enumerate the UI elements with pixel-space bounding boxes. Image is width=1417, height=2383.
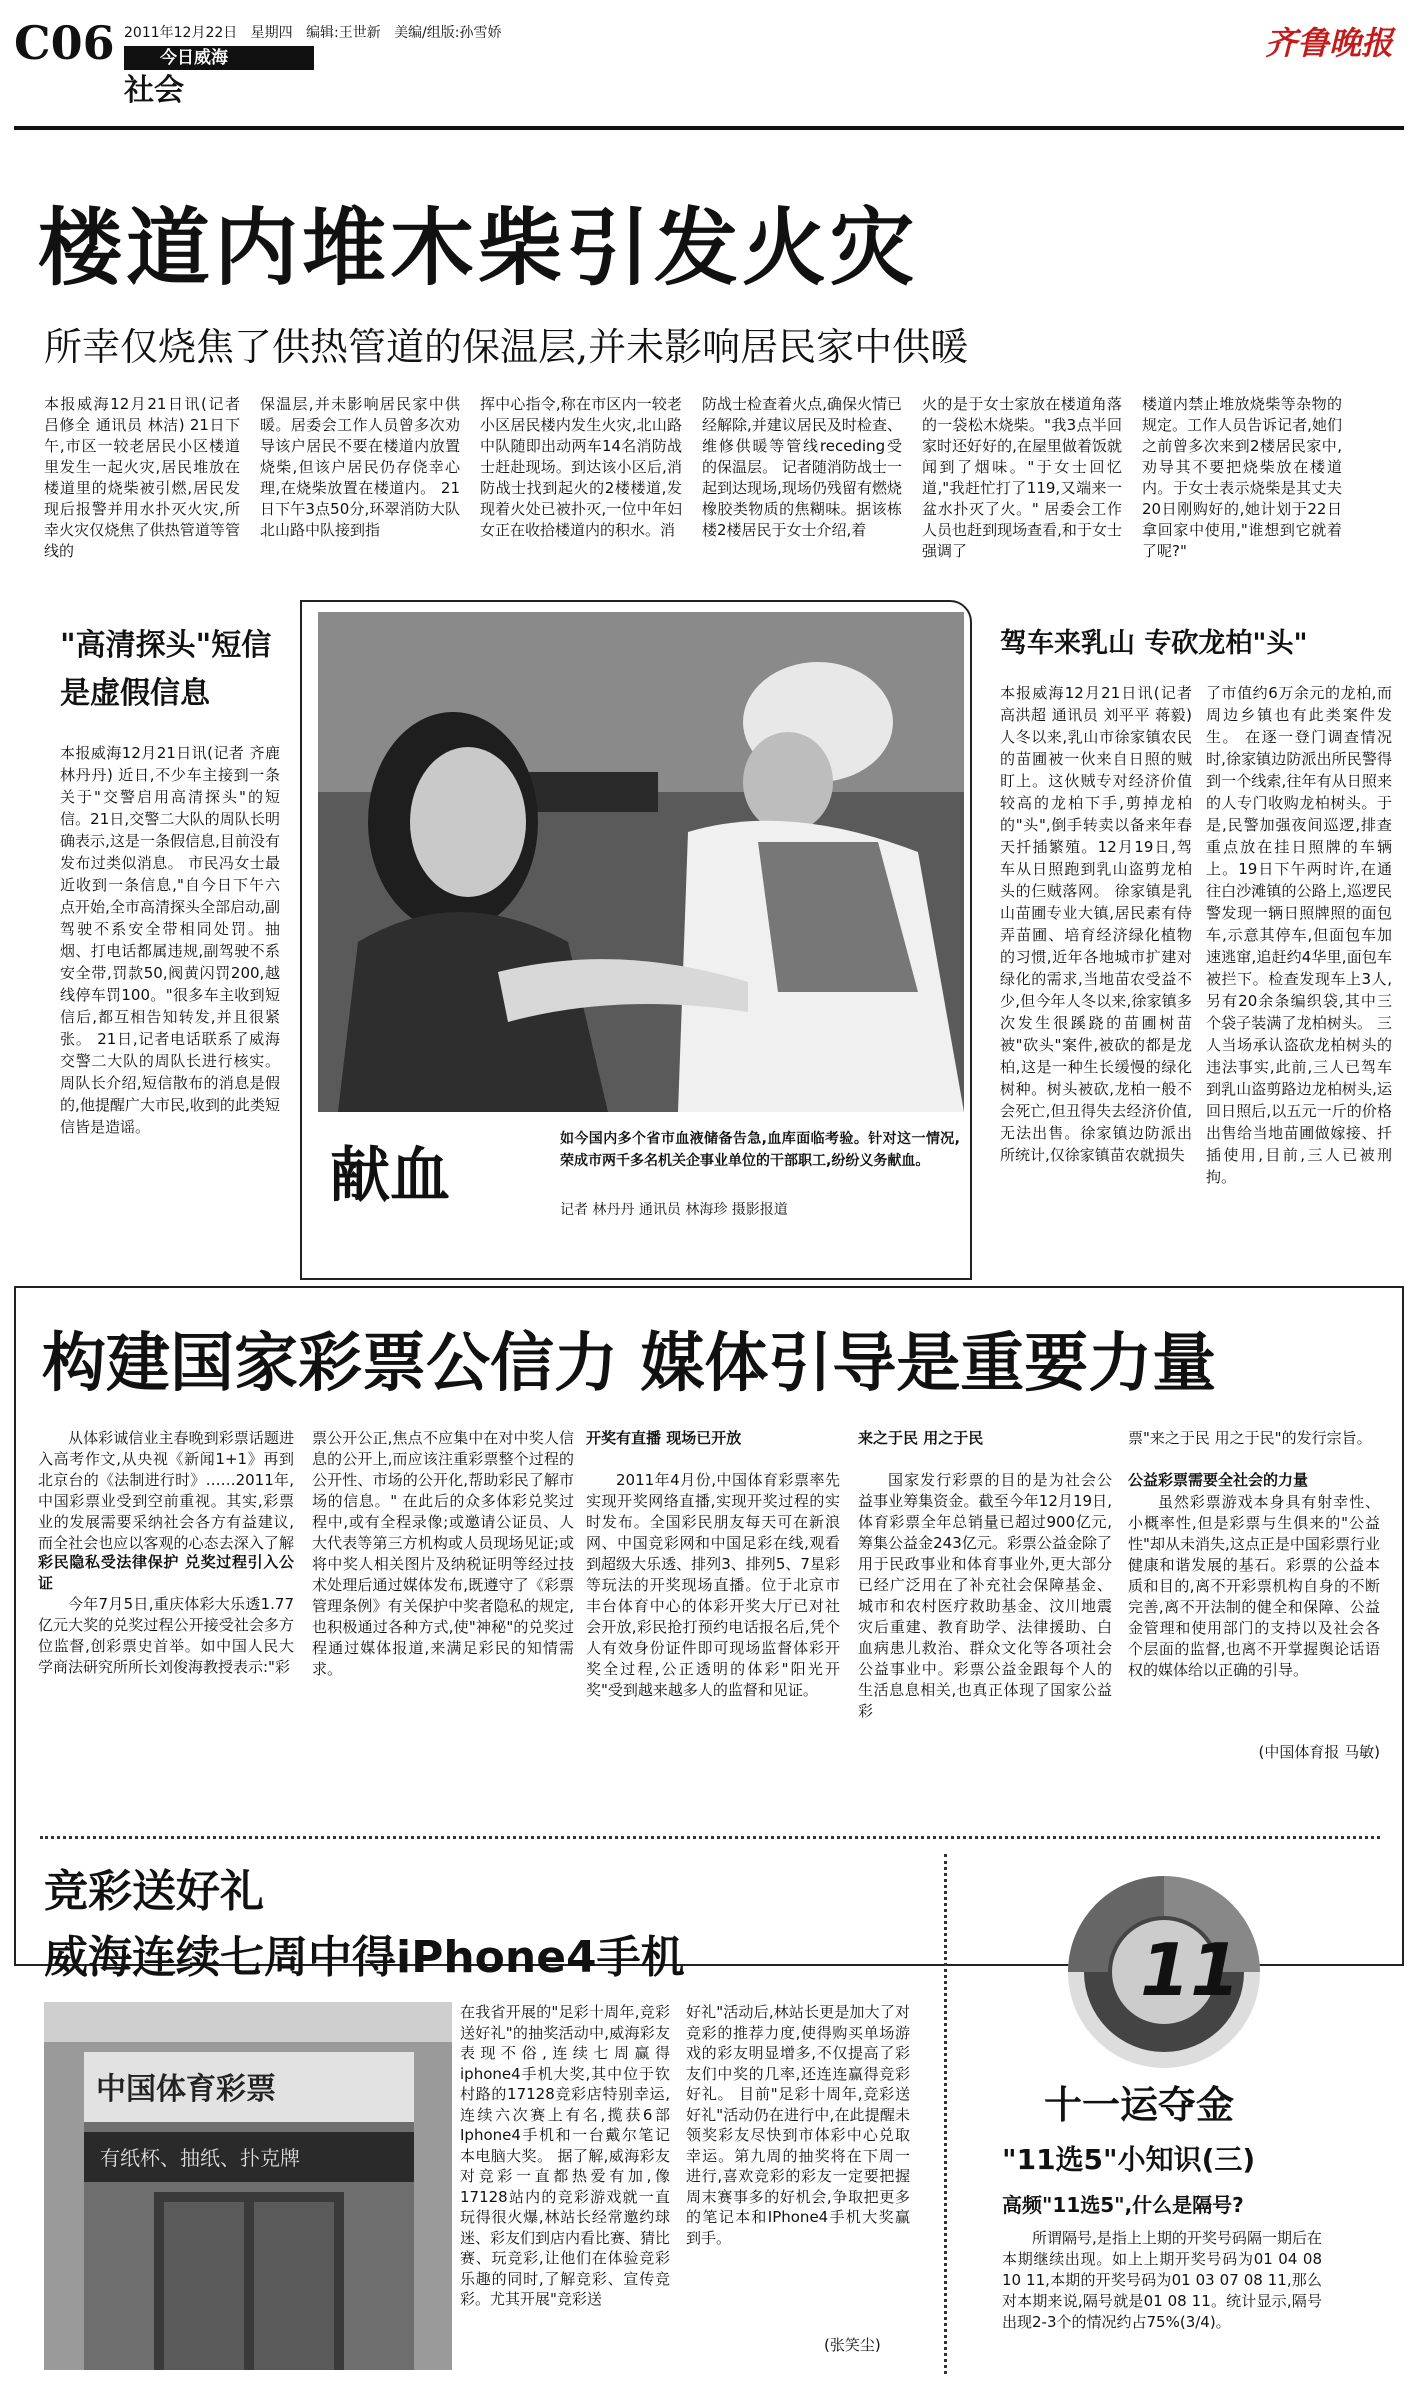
tree-col-1: 本报威海12月21日讯(记者 高洪超 通讯员 刘平平 蒋毅) 人冬以来,乳山市徐家镇农民的苗圃被一伙来自日照的贼盯上。这伙贼专对经济价值较高的龙柏下手,剪掉龙柏的"头",倒手转卖以备来年春天扦插繁殖。12月19日,驾车从日照跑到乳山盗剪龙柏头的仨贼落网。 徐家镇是乳山苗圃专业大镇,居民素有侍弄苗圃、培育经济绿化植物的习惯,近年各地城市扩建对绿化的需求,当地苗农受益不少,但今年人冬以来,徐家镇多次发生很蹊跷的苗圃树苗被"砍头"案件,被砍的都是龙柏,这是一种生长缓慢的绿化树种。树头被砍,龙柏一般不会死亡,但丑得失去经济价值,无法出售。徐家镇边防派出所统计,仅徐家镇苗农就损失 (1000, 684, 1192, 1164)
lottery-subhead-3: 来之于民 用之于民 (858, 1429, 984, 1447)
date: 2011年12月22日 (124, 25, 238, 41)
lottery-subhead-4: 公益彩票需要全社会的力量 (1128, 1471, 1309, 1489)
section-name: 社会 (124, 73, 184, 108)
lottery-col-3 (586, 1428, 840, 1848)
lottery-intro: 从体彩诚信业主春晚到彩票话题进入高考作文,从央视《新闻1+1》再到北京台的《法制进行时》……2011年,中国彩票业受到空前重视。其实,彩票业的发展需要采纳社会各方有益建议,而全社会也应以客观的心态去深入了解 (38, 1429, 294, 1552)
sidebar-divider (944, 1854, 947, 2374)
lottery-col-5 (1128, 1428, 1380, 1848)
blood-donation-photo (318, 612, 964, 1112)
gift-credit: (张笑尘) (824, 2336, 881, 2354)
lottery-col-4 (858, 1428, 1112, 1848)
pick-title: "11选5"小知识(三) (1002, 2143, 1256, 2176)
date-line (124, 22, 502, 42)
shop-banner-text: 有纸杯、抽纸、扑克牌 (100, 2146, 300, 2170)
shop-sign-text: 中国体育彩票 (96, 2072, 276, 2107)
weekday: 星期四 (250, 25, 293, 41)
lottery-subhead-2: 开奖有直播 现场已开放 (586, 1429, 742, 1447)
header-rule (14, 126, 1404, 130)
blood-credit: 记者 林丹丹 通讯员 林海珍 摄影报道 (560, 1202, 788, 1218)
tree-title: 驾车来乳山 专砍龙柏"头" (1000, 628, 1308, 659)
lottery-subhead-1: 彩民隐私受法律保护 兑奖过程引入公证 (38, 1553, 294, 1592)
fire-col-2: 保温层,并未影响居民家中供暖。居委会工作人员曾多次劝导该户居民不要在楼道内放置烧柴,但该户居民仍存侥幸心理,在烧柴放置在楼道内。 21日下午3点50分,环翠消防大队北山路中队接到指 (260, 395, 460, 539)
fire-headline: 楼道内堆木柴引发火灾 (38, 199, 919, 297)
fire-col-6: 楼道内禁止堆放烧柴等杂物的规定。工作人员告诉记者,她们之前曾多次来到2楼居民家中,劝导其不要把烧柴放在楼道内。于女士表示烧柴是其丈夫20日刚购好的,她计划于22日拿回家中使用,"谁想到它就着了呢?" (1142, 395, 1342, 560)
editor: 编辑:王世新 (305, 25, 381, 41)
lottery-headline: 构建国家彩票公信力 媒体引导是重要力量 (42, 1327, 1217, 1401)
masthead-logo: 齐鲁晚报 (1265, 24, 1394, 62)
designer: 美编/组版:孙雪娇 (394, 25, 502, 41)
eleven-logo-text: 十一运夺金 (1044, 2083, 1235, 2127)
pick-question: 高频"11选5",什么是隔号? (1002, 2193, 1244, 2217)
lottery-credit: (中国体育报 马敏) (1258, 1743, 1380, 1761)
fire-subtitle: 所幸仅烧焦了供热管道的保温层,并未影响居民家中供暖 (44, 325, 969, 369)
lottery-col-2: 票公开公正,焦点不应集中在对中奖人信息的公开上,而应该注重彩票整个过程的公开性、市场的公开化,帮助彩民了解市场的信息。" 在此后的众多体彩兑奖过程中,或有全程录像;或邀请公证员、人大代表等第三方机构或人员现场见证;或将中奖人相关图片及纳税证明等经过技术处理后通过媒体发布,既遵守了《彩票管理条例》有关保护中奖者隐私的规定,也积极通过各种方式,使"神秘"的兑奖过程通过媒体报道,来满足彩民的知情需求。 (312, 1429, 574, 1678)
gift-title-1: 竞彩送好礼 (44, 1866, 264, 1917)
lottery-col-1-body: 今年7月5日,重庆体彩大乐透1.77亿元大奖的兑奖过程公开接受社会多方位监督,创彩票史首举。如中国人民大学商法研究所所长刘俊海教授表示:"彩 (38, 1595, 294, 1676)
blood-label: 献血 (330, 1141, 450, 1211)
fire-col-4: 防战士检查着火点,确保火情已经解除,并建议居民及时检查、维修供暖等管线receding受的保温层。 记者随消防战士一起到达现场,现场仍残留有燃烧橡胶类物质的焦糊味。据该栋楼2楼居民于女士介绍,着 (702, 395, 902, 539)
pick-body: 所谓隔号,是指上上期的开奖号码隔一期后在本期继续出现。如上上期开奖号码为01 04 08 10 11,本期的开奖号码为01 03 07 08 11,那么对本期来说,隔号就是01 08 11。统计显示,隔号出现2-3个的情况约占75%(3/4)。 (1002, 2229, 1322, 2331)
gift-col-1: 在我省开展的"足彩十周年,竞彩送好礼"的抽奖活动中,威海彩友表现不俗,连续七周赢得iphone4手机大奖,其中位于钦村路的17128竞彩店特别幸运,连续六次赛上有名,揽获6部Iphone4手机和一台戴尔笔记本电脑大奖。 据了解,威海彩友对竞彩一直都热爱有加,像17128站内的竞彩游戏就一直玩得很火爆,林站长经常邀约球迷、彩友们到店内看比赛、猜比赛、玩竞彩,让他们在体验竞彩乐趣的同时,了解竞彩、宣传竞彩。尤其开展"竞彩送 (460, 2003, 670, 2308)
gift-col-2: 好礼"活动后,林站长更是加大了对竞彩的推荐力度,使得购买单场游戏的彩友明显增多,不仅提高了彩友们中奖的几率,还连连赢得竞彩好礼。 目前"足彩十周年,竞彩送好礼"活动仍在进行中,在此提醒未领奖彩友尽快到市体彩中心兑取幸运。第九周的抽奖将在下周一进行,喜欢竞彩的彩友一定要把握周末赛事多的好机会,争取把更多的笔记本和IPhone4手机大奖赢到手。 (686, 2003, 910, 2247)
fire-col-5: 火的是于女士家放在楼道角落的一袋松木烧柴。"我3点半回家时还好好的,在屋里做着饭就闻到了烟味。"于女士回忆道,"我赶忙打了119,又端来一盆水扑灭了火。" 居委会工作人员也赶到现场查看,和于女士强调了 (922, 395, 1122, 560)
eleven-logo-number: 11 (1140, 1928, 1241, 2012)
sms-title-1: "高清探头"短信 (60, 628, 272, 663)
lottery-col-4-body: 国家发行彩票的目的是为社会公益事业筹集资金。截至今年12月19日,体育彩票全年总销量已超过900亿元,筹集公益金243亿元。彩票公益金除了用于民政事业和体育事业外,更大部分已经广泛用在了补充社会保障基金、城市和农村医疗救助基金、汶川地震灾后重建、教育助学、法律援助、白血病患儿救治、群众文化等各项社会公益事业中。彩票公益金跟每个人的生活息息相关,也真正体现了国家公益彩 (858, 1471, 1112, 1720)
fire-col-3: 挥中心指令,称在市区内一较老小区居民楼内发生火灾,北山路中队随即出动两车14名消防战士赶赴现场。到达该小区后,消防战士找到起火的2楼楼道,发现着火处已被扑灭,一位中年妇女正在收拾楼道内的积水。消 (480, 395, 682, 539)
page-number: C06 (14, 16, 115, 70)
lottery-col-5-lead: 票"来之于民 用之于民"的发行宗旨。 (1128, 1429, 1372, 1447)
tree-col-2: 了市值约6万余元的龙柏,而周边乡镇也有此类案件发生。 在逐一登门调查情况时,徐家镇边防派出所民警得到一个线索,往年有从日照来的人专门收购龙柏树头。于是,民警加强夜间巡逻,排查重点放在挂日照牌的车辆上。19日下午两时许,在通往白沙滩镇的公路上,巡逻民警发现一辆日照牌照的面包车,示意其停车,但面包车加速逃窜,追赶约4华里,面包车被拦下。检查发现车上3人,另有20余条编织袋,其中三个袋子装满了龙柏树头。 三人当场承认盗砍龙柏树头的违法事实,此前,三人已驾车到乳山盗剪路边龙柏树头,运回日照后,以五元一斤的价格出售给当地苗圃做嫁接、扦插使用,目前,三人已被刑拘。 (1206, 684, 1392, 1186)
lottery-col-1 (38, 1428, 294, 1848)
section-divider (40, 1836, 1380, 1839)
section-tag: 今日威海 (124, 46, 314, 70)
eleven-logo (1044, 1872, 1284, 2072)
gift-title-2: 威海连续七周中得iPhone4手机 (44, 1932, 685, 1983)
lottery-col-3-body: 2011年4月份,中国体育彩票率先实现开奖网络直播,实现开奖过程的实时发布。全国彩民朋友每天可在新浪网、中国竞彩网和中国足彩在线,观看到超级大乐透、排列3、排列5、7星彩等玩法的开奖现场直播。位于北京市丰台体育中心的体彩开奖大厅已对社会开放,彩民抢打预约电话报名后,凭个人有效身份证件即可现场监督体彩开奖全过程,公正透明的体彩"阳光开奖"受到越来越多人的监督和见证。 (586, 1471, 840, 1699)
fire-col-1: 本报威海12月21日讯(记者 吕修全 通讯员 林洁) 21日下午,市区一较老居民小区楼道里发生一起火灾,居民堆放在楼道里的烧柴被引燃,居民发现后报警并用水扑灭火灾,所幸火灾仅烧焦了供热管道等管线的 (44, 395, 240, 560)
lottery-shop-photo (44, 2002, 452, 2370)
sms-body: 本报威海12月21日讯(记者 齐鹿 林丹丹) 近日,不少车主接到一条关于"交警启用高清探头"的短信。21日,交警二大队的周队长明确表示,这是一条假信息,目前没有发布过类似消息。 市民冯女士最近收到一条信息,"自今日下午六点开始,全市高清探头全部启动,副驾驶不系安全带相同处罚。抽烟、打电话都属违规,副驾驶不系安全带,罚款50,阀黄闪罚200,越线停车罚100。"很多车主收到短信后,都互相告知转发,并且很紧张。 21日,记者电话联系了威海交警二大队的周队长进行核实。周队长介绍,短信散布的消息是假的,他提醒广大市民,收到的此类短信皆是造谣。 (60, 744, 280, 1136)
sms-title-2: 是虚假信息 (60, 676, 210, 711)
blood-caption: 如今国内多个省市血液储备告急,血库面临考验。针对这一情况,荣成市两千多名机关企事业单位的干部职工,纷纷义务献血。 (560, 1131, 960, 1169)
lottery-col-5-body: 虽然彩票游戏本身具有射幸性、小概率性,但是彩票与生俱来的"公益性"却从未消失,这点正是中国彩票行业健康和谐发展的基石。彩票的公益本质和目的,离不开彩票机构自身的不断完善,离不开法制的健全和保障、公益金管理和使用部门的支持以及社会各个层面的监督,也离不开掌握舆论话语权的媒体给以正确的引导。 (1128, 1493, 1380, 1679)
